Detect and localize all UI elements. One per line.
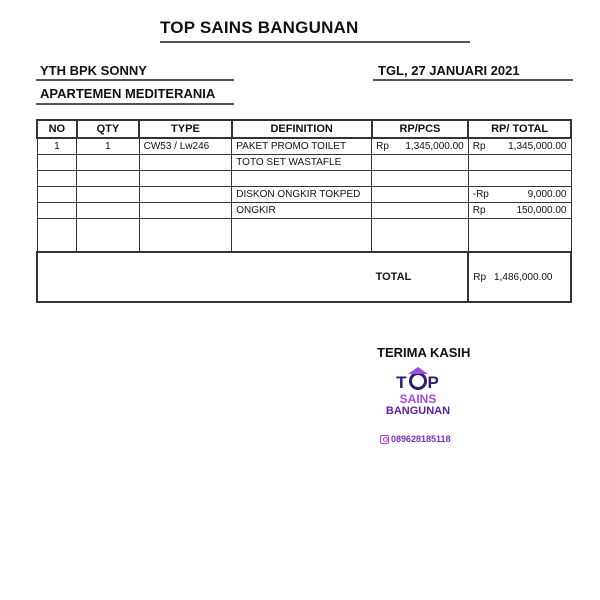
cell-no xyxy=(37,171,77,187)
cell-definition: ONGKIR xyxy=(232,203,372,219)
table-row xyxy=(37,187,571,203)
col-header-unit-price: RP/PCS xyxy=(372,120,469,138)
cell-definition: PAKET PROMO TOILET xyxy=(232,138,372,155)
total-row-spacer xyxy=(37,252,372,302)
currency-label: Rp xyxy=(376,141,389,152)
cell-no xyxy=(37,219,77,253)
invoice-date: TGL, 27 JANUARI 2021 xyxy=(378,63,520,78)
cell-type xyxy=(139,155,232,171)
invoice-table xyxy=(36,119,572,303)
recipient-address: APARTEMEN MEDITERANIA xyxy=(40,86,216,101)
col-header-definition: DEFINITION xyxy=(232,120,372,138)
store-title: TOP SAINS BANGUNAN xyxy=(160,18,359,37)
grand-total-cell xyxy=(468,252,571,302)
cell-type xyxy=(139,171,232,187)
cell-total xyxy=(468,138,571,155)
cell-unit-price xyxy=(372,219,469,253)
cell-total xyxy=(468,171,571,187)
cell-total xyxy=(468,155,571,171)
currency-label: -Rp xyxy=(472,189,489,200)
store-logo xyxy=(378,372,458,418)
cell-no xyxy=(37,187,77,203)
cell-unit-price xyxy=(372,155,469,171)
currency-label: Rp xyxy=(473,271,487,283)
logo-bangunan-text: BANGUNAN xyxy=(385,405,451,417)
currency-label: Rp xyxy=(472,141,486,152)
cell-definition: DISKON ONGKIR TOKPED xyxy=(232,187,372,203)
total-value: 150,000.00 xyxy=(516,205,567,216)
total-value: 9,000.00 xyxy=(527,189,567,200)
logo-sains-text: SAINS xyxy=(399,392,437,406)
cell-definition: TOTO SET WASTAFLE xyxy=(232,155,372,171)
col-header-type: TYPE xyxy=(139,120,232,138)
cell-total xyxy=(468,219,571,253)
cell-definition xyxy=(232,171,372,187)
date-underline xyxy=(373,79,573,81)
cell-total xyxy=(468,203,571,219)
currency-label: Rp xyxy=(472,205,486,216)
table-row xyxy=(37,219,571,253)
cell-type xyxy=(139,187,232,203)
cell-qty xyxy=(77,155,139,171)
table-row xyxy=(37,138,571,155)
table-header-row xyxy=(37,120,571,138)
recipient-name: YTH BPK SONNY xyxy=(40,63,147,78)
thank-you-text: TERIMA KASIH xyxy=(377,345,471,360)
col-header-no: NO xyxy=(37,120,77,138)
cell-type xyxy=(139,203,232,219)
cell-type: CW53 / Lw246 xyxy=(139,138,232,155)
table-row xyxy=(37,155,571,171)
cell-qty xyxy=(77,171,139,187)
logo-top-text xyxy=(378,372,458,393)
table-row xyxy=(37,171,571,187)
instagram-contact xyxy=(380,434,451,444)
cell-total xyxy=(468,187,571,203)
cell-unit-price xyxy=(372,171,469,187)
col-header-total: RP/ TOTAL xyxy=(468,120,571,138)
recipient-underline xyxy=(36,79,234,81)
grand-total-value: 1,486,000.00 xyxy=(494,271,553,283)
cell-definition xyxy=(232,219,372,253)
total-value: 1,345,000.00 xyxy=(508,141,567,152)
instagram-icon xyxy=(380,435,389,444)
cell-type xyxy=(139,219,232,253)
logo-letter-t: T xyxy=(396,373,408,392)
cell-qty: 1 xyxy=(77,138,139,155)
cell-unit-price xyxy=(372,138,469,155)
cell-unit-price xyxy=(372,187,469,203)
cell-no: 1 xyxy=(37,138,77,155)
cell-qty xyxy=(77,203,139,219)
cell-qty xyxy=(77,219,139,253)
cell-no xyxy=(37,203,77,219)
phone-number: 089628185118 xyxy=(391,434,451,444)
total-row xyxy=(37,252,571,302)
title-underline xyxy=(160,41,470,43)
cell-qty xyxy=(77,187,139,203)
logo-letter-p: P xyxy=(427,373,440,392)
cell-unit-price xyxy=(372,203,469,219)
table-row xyxy=(37,203,571,219)
logo-house-icon xyxy=(409,372,427,390)
unit-price-value: 1,345,000.00 xyxy=(405,141,464,152)
address-underline xyxy=(36,103,234,105)
col-header-qty: QTY xyxy=(77,120,139,138)
cell-no xyxy=(37,155,77,171)
total-label: TOTAL xyxy=(372,252,469,302)
